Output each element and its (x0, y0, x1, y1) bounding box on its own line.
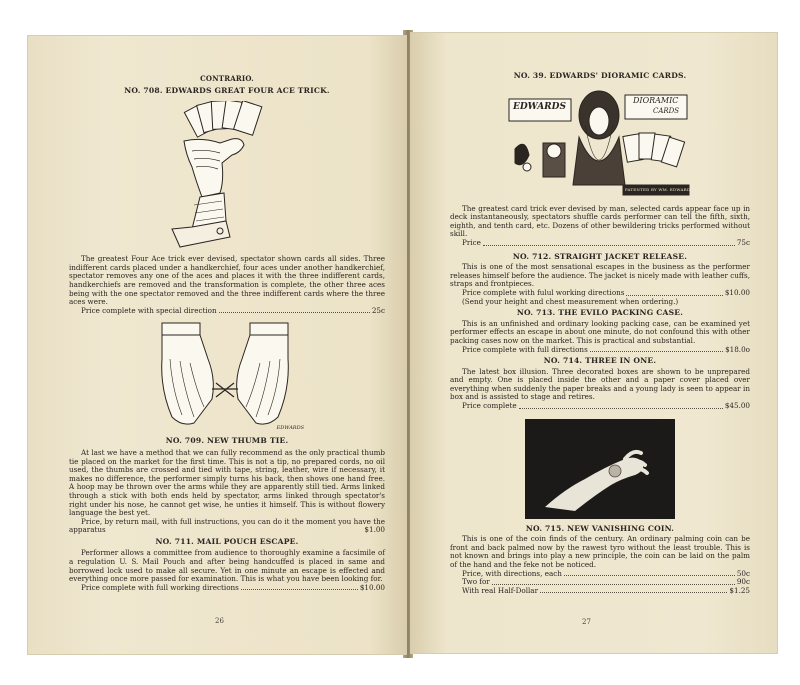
trick-712-price: $10.00 (724, 287, 750, 297)
dot-leader (564, 570, 735, 577)
left-page-content (69, 75, 385, 592)
dot-leader (219, 307, 370, 314)
trick-709-title: NO. 709. NEW THUMB TIE. (165, 436, 289, 446)
trick-709-description: At last we have a method that we can fully recommend as the only practical thumb tie placed on the market for the first time. This is not a tip, no prepared cords, no oil used, the thumbs are crossed and tied with tape, string, leather, wire if necessary, it makes no difference, the performer simply turns his back, then shows one hand free. A hoop may be thrown over the arms while they are apparently still tied. Arms linked through a stick with both ends held by spectator, arms linked through spectator's right under his nose, he cannot get wise, he unties it himself. This is without flowery language the best yet. (69, 447, 385, 518)
trick-715-price-line-1 (462, 570, 750, 579)
trick-708-price-label: Price complete with special direction (81, 305, 217, 315)
trick-713-description: This is an unfinished and ordinary looking packing case, can be examined yet performer effects an escape in about one minute, do not confound this with other packing cases now on the market. This is practical and substantial. (450, 318, 750, 345)
trick-39-price-line (462, 239, 750, 248)
banner-cards-text: CARDS (653, 106, 680, 115)
trick-712-price-label: Price complete with fulul working directions (462, 287, 625, 297)
trick-711-description: Performer allows a committee from audience to thoroughly examine a facsimile of a regulation U. S. Mail Pouch and after being handcuffed is placed in same and borrowed lock used to make all secure. Yet in one minute an escape is effected and everything once more passed for examination. This is what you have been looking for. (69, 548, 385, 584)
trick-712-title: NO. 712. STRAIGHT JACKET RELEASE. (512, 251, 688, 261)
trick-709-price-text-line (69, 518, 385, 535)
trick-715-price-2: 90c (736, 577, 750, 587)
banner-edwards-text: EDWARDS (513, 101, 566, 112)
tied-hands-illustration (142, 319, 312, 434)
trick-714-title: NO. 714. THREE IN ONE. (543, 356, 657, 366)
trick-714-price-line (462, 402, 750, 411)
trick-39-title: NO. 39. EDWARDS' DIORAMIC CARDS. (513, 71, 687, 80)
trick-712-note: (Send your height and chest measurement when ordering.) (462, 296, 679, 306)
trick-714-description: The latest box illusion. Three decorated boxes are shown to be unprepared and empty. One is placed inside the other and a paper cover placed over everything when suddenly the paper breaks and a young lady is seen to appear in box and is assisted to stage and retires. (450, 366, 750, 402)
dot-leader (626, 289, 722, 296)
trick-714-price-label: Price complete (462, 401, 517, 411)
trick-715-price-label-2: Two for (462, 577, 490, 587)
illustration-signature: EDWARDS (276, 424, 304, 431)
right-page-content (450, 72, 750, 595)
dot-leader (519, 402, 723, 409)
dot-leader (492, 578, 735, 585)
right-page-number: 27 (582, 618, 591, 626)
dot-leader (241, 584, 358, 591)
trick-708-price-line (81, 307, 385, 316)
right-page (410, 32, 778, 654)
trick-713-price: $18.0o (725, 344, 750, 354)
vanishing-coin-photo (525, 419, 675, 519)
trick-713-title: NO. 713. THE EVILO PACKING CASE. (516, 308, 684, 318)
trick-708-title: NO. 708. EDWARDS GREAT FOUR ACE TRICK. (124, 85, 330, 95)
left-page (27, 35, 407, 655)
trick-39-description: The greatest card trick ever devised by man, selected cards appear face up in deck instantaneously, spectators shuffle cards performer can tell the fifth, sixth, eighth, and tenth card, etc. Dozens of other bewildering tricks performed without skill. (450, 203, 750, 239)
hand-with-cards-illustration (162, 101, 292, 251)
trick-715-description: This is one of the coin finds of the century. An ordinary palming coin can be front and back palmed now by the rawest tyro without the least trouble. This is not known and brings into play a new principle, the coin can be laid on the palm of the hand and the feke not be noticed. (450, 534, 750, 570)
trick-713-price-line (462, 346, 750, 355)
dot-leader (540, 587, 727, 594)
trick-714-price: $45.00 (724, 401, 750, 411)
trick-711-price: $10.00 (359, 582, 385, 592)
dot-leader (483, 239, 735, 246)
trick-715-price-label-3: With real Half-Dollar (462, 585, 539, 595)
left-page-number: 26 (215, 617, 224, 625)
trick-715-price-1: 50c (736, 568, 750, 578)
trick-712-description: This is one of the most sensational escapes in the business as the performer releases himself before the audience. The jacket is nicely made with leather cuffs, straps and frontpieces. (450, 262, 750, 289)
dot-leader (590, 346, 723, 353)
dioramic-cards-banner-illustration (505, 85, 695, 200)
trick-709-price-text: Price, by return mail, with full instructions, you can do it the moment you have the apparatus (69, 516, 385, 535)
trick-715-price-3: $1.25 (729, 585, 750, 595)
trick-715-price-line-3 (462, 587, 750, 596)
trick-715-price-label-1: Price, with directions, each (462, 568, 562, 578)
trick-711-price-line (81, 584, 385, 593)
trick-711-title: NO. 711. MAIL POUCH ESCAPE. (155, 536, 299, 546)
trick-708-price: 25c (371, 305, 385, 315)
trick-713-price-label: Price complete with full directions (462, 344, 588, 354)
trick-39-price: 75c (736, 237, 750, 247)
trick-715-title: NO. 715. NEW VANISHING COIN. (525, 523, 675, 533)
banner-dioramic-text: DIORAMIC (633, 95, 679, 105)
trick-711-price-label: Price complete with full working directions (81, 582, 239, 592)
contrario-header: CONTRARIO. (200, 74, 254, 83)
trick-39-price-label: Price (462, 237, 481, 247)
banner-patent-text: PATENTED BY WM. EDWARDS (625, 186, 694, 192)
trick-708-description: The greatest Four Ace trick ever devised, spectator shown cards all sides. Three indifferent cards placed under a handkerchief, four aces under another handkerchief, spectator removes any one of the aces and places it with the three indifferent cards, handkerchiefs are removed and the transformation is complete, the other three aces being with the one spectator removed and the three indifferent cards where the three aces were. (69, 254, 385, 307)
trick-709-price: $1.00 (364, 525, 385, 535)
